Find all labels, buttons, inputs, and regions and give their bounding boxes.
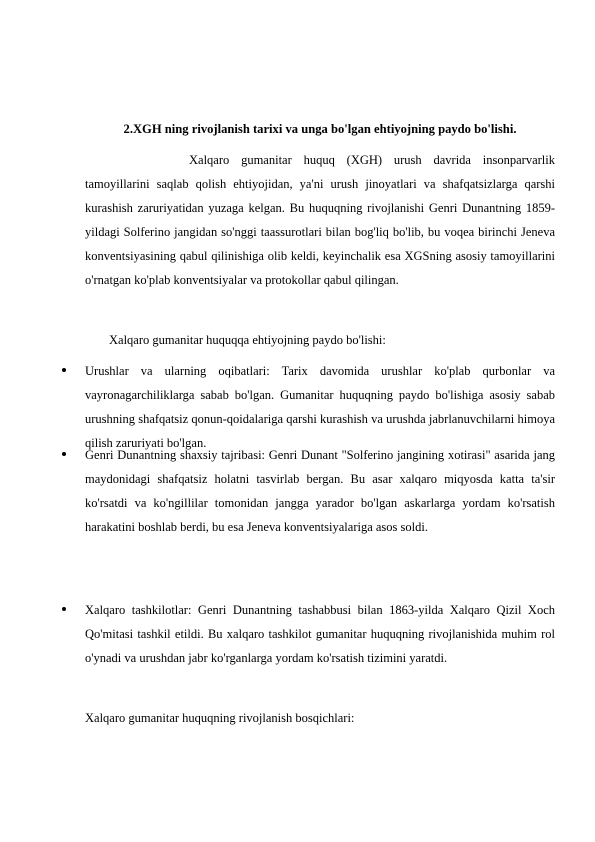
- list-item-text: Xalqaro tashkilotlar: Genri Dunantning tashabbusi bilan 1863-yilda Xalqaro Qizil Xoch Qo'mitasi tashkil etildi. Bu xalqaro tashkilot gumanitar huquqning rivojlanishida muhim rol o'ynadi va urushdan jabr ko'rganlarga yordam ko'rsatish tizimini yaratdi.: [85, 603, 555, 665]
- section-heading: 2.XGH ning rivojlanish tarixi va unga bo'lgan ehtiyojning paydo bo'lishi.: [123, 122, 517, 136]
- list-item: [85, 598, 555, 670]
- bullet-icon: [62, 607, 66, 611]
- list-item-text: Urushlar va ularning oqibatlari: Tarix davomida urushlar ko'plab qurbonlar va vayronagarchiliklarga sabab bo'lgan. Gumanitar huquqning paydo bo'lishiga asosiy sabab urushning shafqatsiz qonun-qoidalariga qarshi kurashish va urushda jabrlanuvchilarni himoya qilish zaruriyati bo'lgan.: [85, 364, 555, 450]
- list-item: [85, 359, 555, 455]
- bullet-icon: [62, 452, 66, 456]
- bullet-icon: [62, 368, 66, 372]
- intro-paragraph: Xalqaro gumanitar huquq (XGH) urush davrida insonparvarlik tamoyillarini saqlab qolish ehtiyojidan, ya'ni urush jinoyatlari va shafqatsizlarga qarshi kurashish zaruriyatidan yuzaga kelgan. Bu huquqning rivojlanishi Genri Dunantning 1859-yildagi Solferino jangidan so'nggi taassurotlari bilan bog'liq bo'lib, bu voqea birinchi Jeneva konventsiyasining qabul qilinishiga olib keldi, keyinchalik esa XGSning asosiy tamoyillarini o'rnatgan ko'plab konventsiyalar va protokollar qabul qilingan.: [85, 153, 555, 287]
- list-item-text: Genri Dunantning shaxsiy tajribasi: Genri Dunant "Solferino jangining xotirasi" asarida jang maydonidagi shafqatsiz holatni tasvirlab bergan. Bu asar xalqaro miqyosda katta ta'sir ko'rsatdi va ko'ngillilar tomonidan jangga yarador bo'lgan askarlarga yordam ko'rsatish harakatini boshlab berdi, bu esa Jeneva konventsiyalariga asos soldi.: [85, 448, 555, 534]
- closing-line: Xalqaro gumanitar huquqning rivojlanish bosqichlari:: [85, 711, 355, 725]
- subheading-need: Xalqaro gumanitar huquqqa ehtiyojning paydo bo'lishi:: [109, 333, 386, 347]
- list-item: [85, 443, 555, 539]
